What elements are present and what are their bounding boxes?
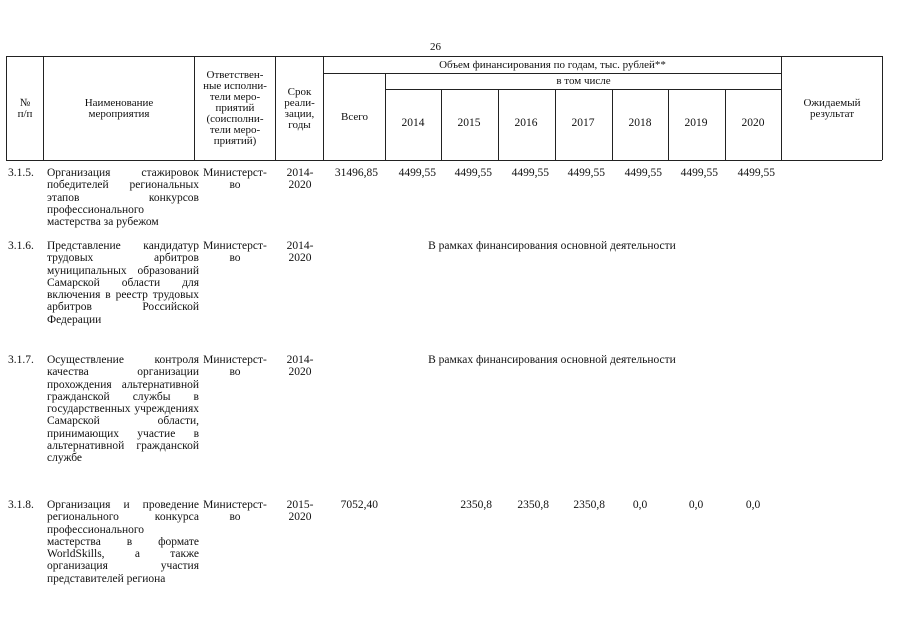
row-term: 2014- 2020 <box>286 167 314 192</box>
row-year-value: 2350,8 <box>517 499 549 511</box>
row-total: 7052,40 <box>340 499 378 511</box>
header-year: 2018 <box>628 117 652 129</box>
row-year-value: 4499,55 <box>511 167 549 179</box>
header-num: № п/п <box>17 96 33 120</box>
row-name: Осуществление контроля качества организации прохождения альтернативной гражданской службы в государственных учреждениях Самарской области, принимающих участие в альтернативной гражданской службе <box>47 354 199 465</box>
row-year-value: 4499,55 <box>624 167 662 179</box>
row-term: 2015- 2020 <box>286 499 314 524</box>
header-year: 2020 <box>741 117 765 129</box>
header-incl: в том числе <box>556 75 611 87</box>
row-name: Организация стажировок победителей региональных этапов конкурсов профессионального мастерства за рубежом <box>47 167 199 229</box>
header-year: 2015 <box>457 117 481 129</box>
row-name: Представление кандидатур трудовых арбитров муниципальных образований Самарской области для включения в реестр трудовых арбитров Российской Федерации <box>47 240 199 326</box>
row-num: 3.1.6. <box>8 240 34 252</box>
row-year-value: 4499,55 <box>454 167 492 179</box>
row-responsible: Министерст- во <box>203 240 267 265</box>
row-name: Организация и проведение регионального конкурса профессионального мастерства в формате WorldSkills, а также организация участия представителей региона <box>47 499 199 585</box>
row-year-value: 0,0 <box>745 499 761 511</box>
row-term: 2014- 2020 <box>286 240 314 265</box>
row-num: 3.1.5. <box>8 167 34 179</box>
row-year-value: 4499,55 <box>567 167 605 179</box>
row-year-value: 2350,8 <box>460 499 492 511</box>
row-num: 3.1.7. <box>8 354 34 366</box>
header-total: Всего <box>341 110 368 123</box>
incl-border <box>385 89 781 90</box>
col-border <box>882 56 883 160</box>
row-funding-note: В рамках финансирования основной деятельности <box>428 354 676 366</box>
row-responsible: Министерст- во <box>203 499 267 524</box>
row-funding-note: В рамках финансирования основной деятельности <box>428 240 676 252</box>
row-num: 3.1.8. <box>8 499 34 511</box>
row-year-value: 4499,55 <box>680 167 718 179</box>
row-responsible: Министерст- во <box>203 167 267 192</box>
header-name: Наименование мероприятия <box>84 96 154 120</box>
header-year: 2019 <box>684 117 708 129</box>
header-funding: Объем финансирования по годам, тыс. рублей** <box>439 58 666 71</box>
header-responsible: Ответствен- ные исполни- тели меро- приятий (соисполни- тели меро- приятий) <box>203 69 267 147</box>
row-term: 2014- 2020 <box>286 354 314 379</box>
row-year-value: 4499,55 <box>737 167 775 179</box>
header-bottom-border <box>6 160 882 161</box>
header-year: 2014 <box>401 117 425 129</box>
page-number: 26 <box>430 41 441 53</box>
row-responsible: Министерст- во <box>203 354 267 379</box>
row-year-value: 2350,8 <box>573 499 605 511</box>
header-term: Срок реали- зации, годы <box>284 85 315 131</box>
row-total: 31496,85 <box>334 167 378 179</box>
row-year-value: 4499,55 <box>398 167 436 179</box>
row-year-value: 0,0 <box>688 499 704 511</box>
row-year-value: 0,0 <box>632 499 648 511</box>
header-result: Ожидаемый результат <box>803 96 861 120</box>
header-year: 2016 <box>514 117 538 129</box>
header-year: 2017 <box>571 117 595 129</box>
